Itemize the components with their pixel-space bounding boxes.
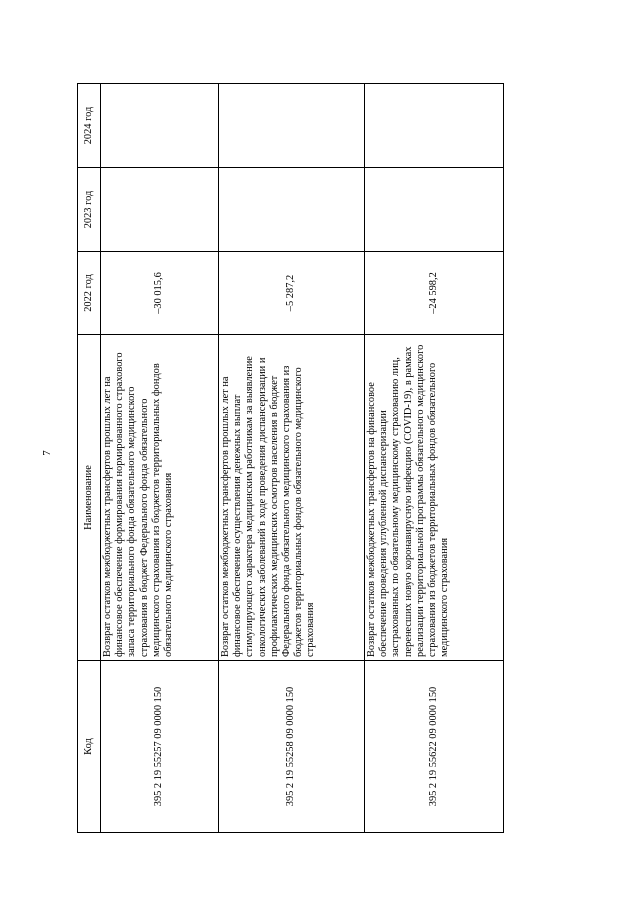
row-value-2022: –5 287,2 bbox=[219, 252, 365, 335]
header-code: Код bbox=[78, 661, 101, 833]
header-name: Наименование bbox=[78, 335, 101, 661]
row-code: 395 2 19 55622 09 0000 150 bbox=[365, 661, 504, 833]
table-row bbox=[219, 84, 365, 833]
row-value-2022: –30 015,6 bbox=[101, 252, 219, 335]
row-value-2024 bbox=[219, 84, 365, 168]
table-row bbox=[101, 84, 219, 833]
table-row bbox=[365, 84, 504, 833]
table-header-row bbox=[78, 84, 101, 833]
row-value-2022: –24 598,2 bbox=[365, 252, 504, 335]
page-number: 7 bbox=[41, 450, 53, 456]
header-2024: 2024 год bbox=[78, 84, 101, 168]
row-value-2023 bbox=[219, 168, 365, 252]
rotated-page-content bbox=[77, 87, 504, 833]
row-name: Возврат остатков межбюджетных трансфертов прошлых лет на финансовое обеспечение осуществления денежных выплат стимулирующего характера медицинским работникам за выявление онкологических заболеваний в ходе проведения диспансеризации и профилактических медицинских осмотров населения в бюджет Федерального фонда обязательного медицинского страхования из бюджетов территориальных фондов обязательного медицинского страхования bbox=[219, 335, 365, 661]
row-name: Возврат остатков межбюджетных трансфертов на финансовое обеспечение проведения углубленной диспансеризации застрахованных по обязательному медицинскому страхованию лиц, перенесших новую коронавирусную инфекцию (COVID-19), в рамках реализации территориальной программы обязательного медицинского страхования из бюджетов территориальных фондов обязательного медицинского страхования bbox=[365, 335, 504, 661]
header-2023: 2023 год bbox=[78, 168, 101, 252]
row-code: 395 2 19 55257 09 0000 150 bbox=[101, 661, 219, 833]
row-name: Возврат остатков межбюджетных трансфертов прошлых лет на финансовое обеспечение формирования нормированного страхового запаса территориального фонда обязательного медицинского страхования в бюджет Федерального фонда обязательного медицинского страхования из бюджетов территориальных фондов обязательного медицинского страхования bbox=[101, 335, 219, 661]
row-value-2024 bbox=[365, 84, 504, 168]
budget-table bbox=[77, 83, 504, 833]
row-value-2023 bbox=[101, 168, 219, 252]
row-value-2023 bbox=[365, 168, 504, 252]
row-code: 395 2 19 55258 09 0000 150 bbox=[219, 661, 365, 833]
row-value-2024 bbox=[101, 84, 219, 168]
header-2022: 2022 год bbox=[78, 252, 101, 335]
